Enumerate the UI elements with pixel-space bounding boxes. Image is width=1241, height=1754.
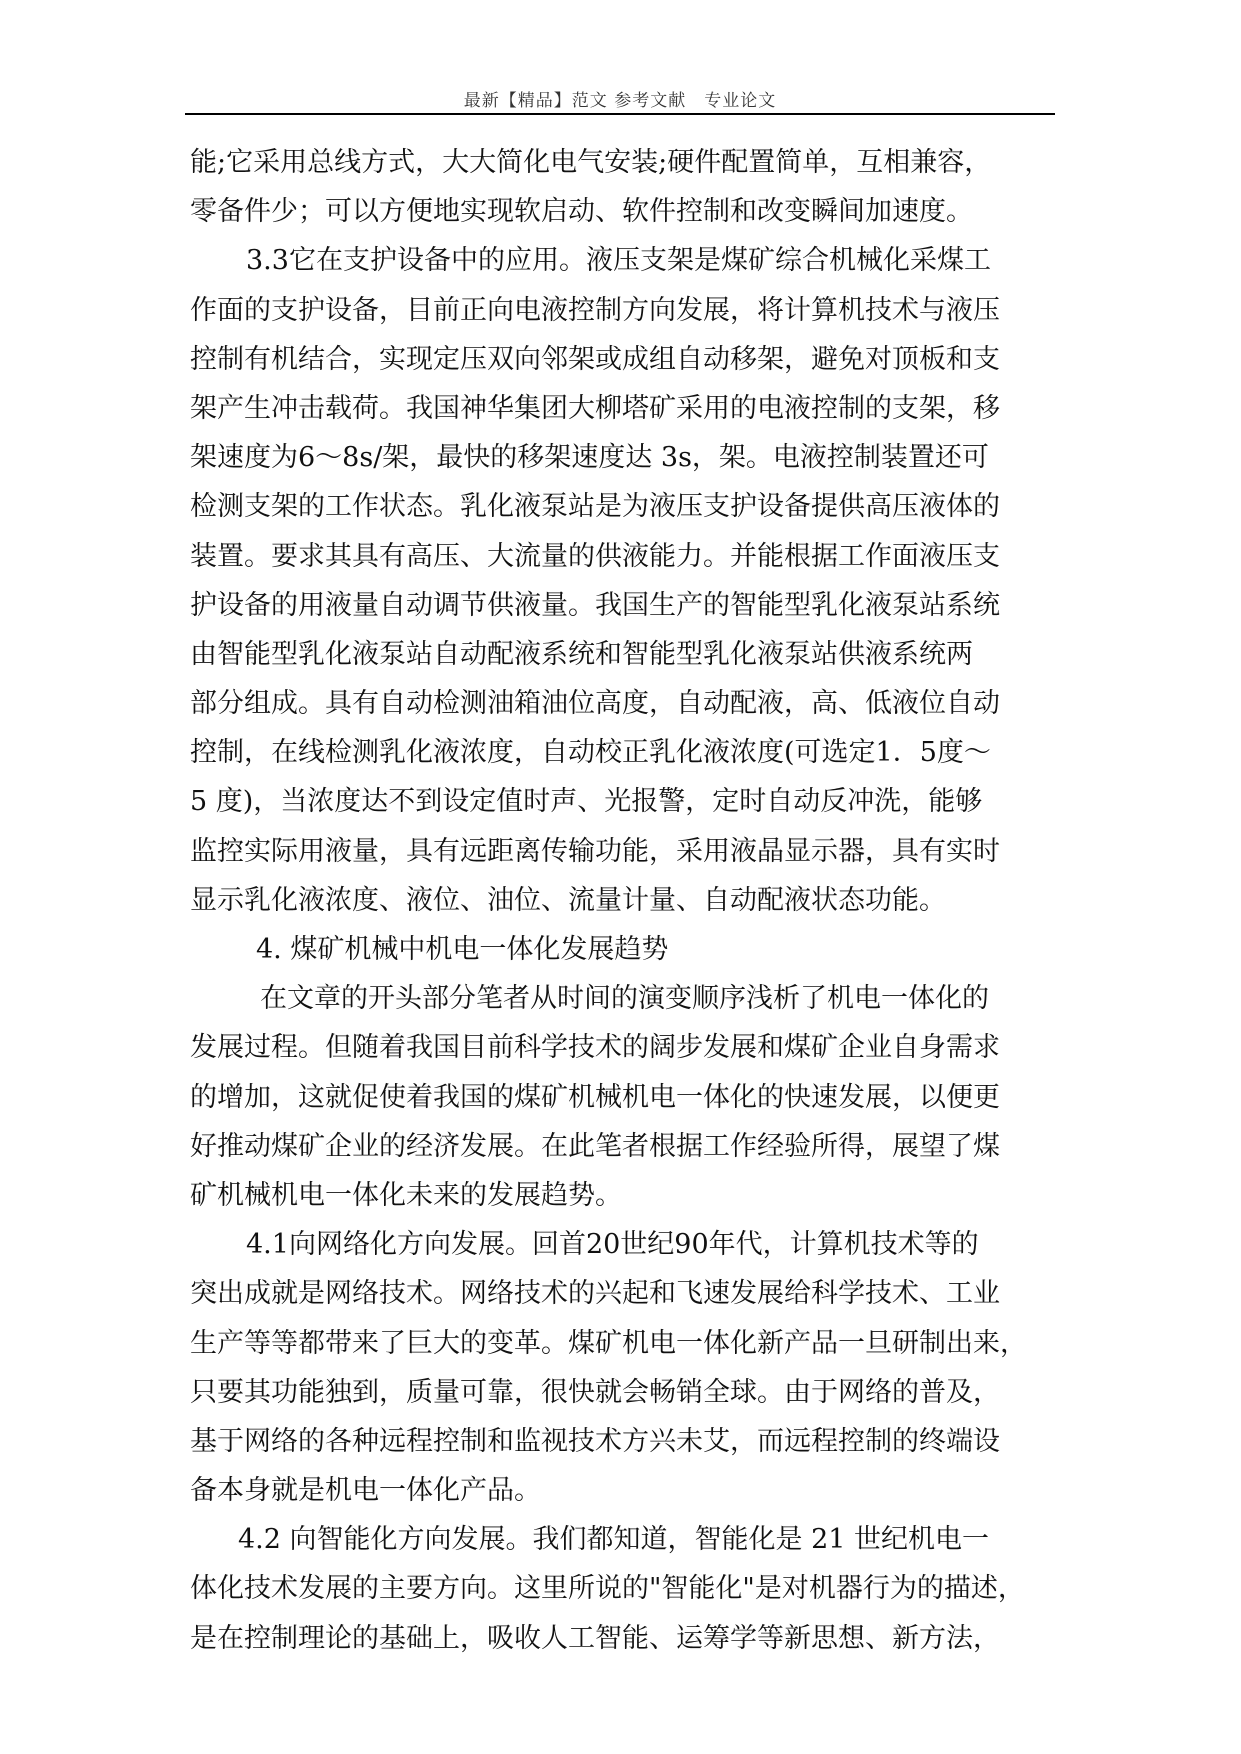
section-4-2-start: 4.2 向智能化方向发展。我们都知道，智能化是 21 世纪机电一 <box>238 1524 990 1556</box>
section-4-1-start: 4.1向网络化方向发展。回首20世纪90年代，计算机技术等的 <box>246 1229 979 1261</box>
text-line: 备本身就是机电一体化产品。 <box>190 1475 541 1507</box>
header-divider <box>185 113 1055 115</box>
section-4-heading: 4. 煤矿机械中机电一体化发展趋势 <box>256 934 669 965</box>
text-line: 架速度为6～8s/架，最快的移架速度达 3s，架。电液控制装置还可 <box>190 442 989 474</box>
text-line: 零备件少；可以方便地实现软启动、软件控制和改变瞬间加速度。 <box>190 196 973 228</box>
text-line: 检测支架的工作状态。乳化液泵站是为液压支护设备提供高压液体的 <box>190 491 1000 523</box>
text-line: 部分组成。具有自动检测油箱油位高度，自动配液，高、低液位自动 <box>190 688 1000 720</box>
text-line: 护设备的用液量自动调节供液量。我国生产的智能型乳化液泵站系统 <box>190 589 1000 621</box>
text-line: 监控实际用液量，具有远距离传输功能，采用液晶显示器，具有实时 <box>190 835 1000 867</box>
document-body <box>190 138 1062 1663</box>
text-line: 控制有机结合，实现定压双向邻架或成组自动移架，避免对顶板和支 <box>190 343 1000 375</box>
text-line: 控制，在线检测乳化液浓度，自动校正乳化液浓度(可选定1．5度～ <box>190 737 991 769</box>
text-line: 基于网络的各种远程控制和监视技术方兴未艾，而远程控制的终端设 <box>190 1425 1000 1457</box>
text-line: 装置。要求其具有高压、大流量的供液能力。并能根据工作面液压支 <box>190 540 1000 572</box>
text-line: 只要其功能独到，质量可靠，很快就会畅销全球。由于网络的普及， <box>190 1376 1000 1408</box>
text-line: 显示乳化液浓度、液位、油位、流量计量、自动配液状态功能。 <box>190 884 946 916</box>
section-3-3-start: 3.3它在支护设备中的应用。液压支架是煤矿综合机械化采煤工 <box>246 245 991 277</box>
text-line: 生产等等都带来了巨大的变革。煤矿机电一体化新产品一旦研制出来， <box>190 1327 1027 1359</box>
text-line: 发展过程。但随着我国目前科学技术的阔步发展和煤矿企业自身需求 <box>190 1032 1000 1064</box>
text-line: 好推动煤矿企业的经济发展。在此笔者根据工作经验所得，展望了煤 <box>190 1130 1000 1162</box>
text-line: 矿机械机电一体化未来的发展趋势。 <box>190 1179 622 1211</box>
text-line: 5 度)，当浓度达不到设定值时声、光报警，定时自动反冲洗，能够 <box>190 786 983 818</box>
text-line: 由智能型乳化液泵站自动配液系统和智能型乳化液泵站供液系统两 <box>190 638 973 670</box>
text-line: 架产生冲击载荷。我国神华集团大柳塔矿采用的电液控制的支架，移 <box>190 392 1000 424</box>
text-line: 作面的支护设备，目前正向电液控制方向发展，将计算机技术与液压 <box>190 294 1000 326</box>
text-line: 是在控制理论的基础上，吸收人工智能、运筹学等新思想、新方法， <box>190 1622 1000 1654</box>
paragraph-start: 在文章的开头部分笔者从时间的演变顺序浅析了机电一体化的 <box>260 983 989 1015</box>
page-header: 最新【精品】范文 参考文献 专业论文 <box>463 91 777 111</box>
text-line: 能;它采用总线方式，大大简化电气安装;硬件配置简单，互相兼容， <box>190 147 992 178</box>
text-line: 突出成就是网络技术。网络技术的兴起和飞速发展给科学技术、工业 <box>190 1278 1000 1310</box>
text-line: 体化技术发展的主要方向。这里所说的"智能化"是对机器行为的描述， <box>190 1573 1025 1605</box>
text-line: 的增加，这就促使着我国的煤矿机械机电一体化的快速发展，以便更 <box>190 1081 1000 1113</box>
